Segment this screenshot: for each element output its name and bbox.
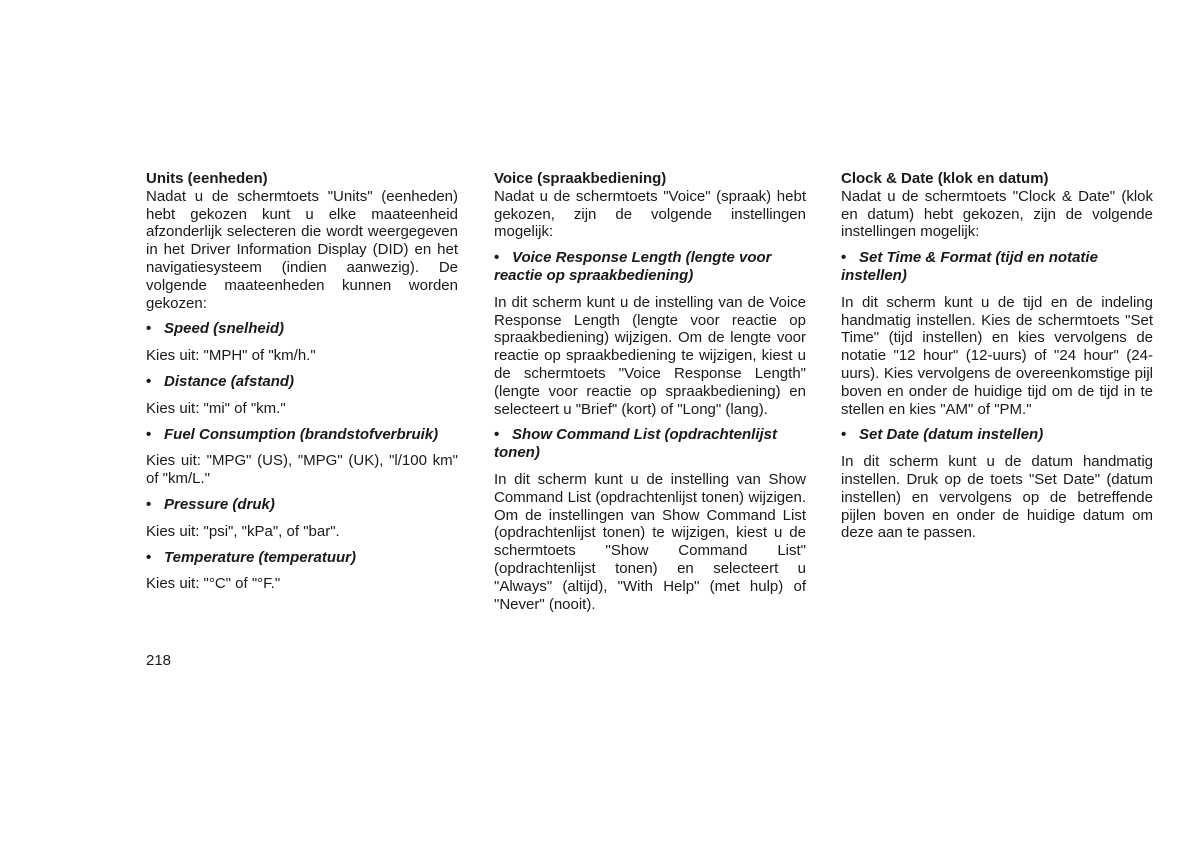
bullet-icon: • (146, 548, 152, 566)
speed-item-text: Kies uit: "MPH" of "km/h." (146, 347, 316, 365)
set-time-item-title (841, 249, 1153, 285)
voice-heading: Voice (spraakbediening) (494, 170, 667, 187)
fuel-item-title (146, 426, 458, 444)
command-list-title-text: Show Command List (opdrachtenlijst tonen) (494, 426, 778, 462)
bullet-icon: • (841, 249, 847, 267)
voice-section (494, 170, 806, 613)
set-date-item-title (841, 426, 1153, 444)
pressure-item-title (146, 496, 458, 514)
voice-response-item-text: In dit scherm kunt u de instelling van de Voice Response Length (lengte voor reactie op spraakbediening) wijzigen. Om de lengte voor reactie op spraakbediening te wijzigen, kiest u de schermtoets "Voice Response Length" (lengte voor reactie op spraakbediening) en selecteert u "Brief" (kort) of "Long" (lang). (494, 293, 806, 418)
distance-item-text: Kies uit: "mi" of "km." (146, 399, 286, 417)
bullet-icon: • (146, 495, 152, 513)
voice-intro: Nadat u de schermtoets "Voice" (spraak) hebt gekozen, zijn de volgende instellingen mogelijk: (494, 187, 806, 241)
command-list-item-title (494, 426, 806, 462)
bullet-icon: • (146, 372, 152, 390)
fuel-title-text: Fuel Consumption (brandstofverbruik) (164, 425, 439, 443)
bullet-icon: • (494, 426, 500, 444)
set-time-item-text: In dit scherm kunt u de tijd en de indeling handmatig instellen. Kies de schermtoets "Set Time" (tijd instellen) en kies vervolgens de notatie "12 hour" (12-uurs) of "24 hour" (24-uurs). Kies vervolgens de overeenkomstige pijl boven en onder de huidige tijd om de tijd in te stellen en kies "AM" of "PM." (841, 293, 1153, 418)
clock-date-intro: Nadat u de schermtoets "Clock & Date" (klok en datum) hebt gekozen, zijn de volgende instellingen mogelijk: (841, 187, 1153, 241)
fuel-item-text: Kies uit: "MPG" (US), "MPG" (UK), "l/100 km" of "km/L." (146, 452, 458, 488)
temperature-item-title (146, 549, 458, 567)
set-date-title-text: Set Date (datum instellen) (859, 426, 1044, 444)
set-date-item-text: In dit scherm kunt u de datum handmatig instellen. Druk op de toets "Set Date" (datum instellen) en vervolgens op de betreffende pijlen boven en onder de huidige datum om deze aan te passen. (841, 453, 1153, 542)
distance-title-text: Distance (afstand) (164, 372, 295, 390)
bullet-icon: • (841, 426, 847, 444)
speed-title-text: Speed (snelheid) (164, 320, 285, 338)
units-heading: Units (eenheden) (146, 170, 268, 187)
distance-item-title (146, 373, 458, 391)
pressure-item-text: Kies uit: "psi", "kPa", of "bar". (146, 522, 340, 540)
clock-date-section (841, 170, 1153, 542)
units-section (146, 170, 458, 593)
page-number: 218 (146, 652, 172, 669)
bullet-icon: • (146, 425, 152, 443)
voice-response-title-text: Voice Response Length (lengte voor reactie op spraakbediening) (494, 249, 772, 284)
speed-item-title (146, 320, 458, 338)
command-list-item-text: In dit scherm kunt u de instelling van Show Command List (opdrachtenlijst tonen) wijzigen. Om de instellingen van Show Command List (opdrachtenlijst tonen) te wijzigen, kiest u de schermtoets "Show Command List" (opdrachtenlijst tonen) en selecteert u "Always" (altijd), "With Help" (met hulp) of "Never" (nooit). (494, 470, 806, 613)
units-intro: Nadat u de schermtoets "Units" (eenheden) hebt gekozen kunt u elke maateenheid afzonderlijk selecteren die wordt weergegeven in het Driver Information Display (DID) en het navigatiesysteem (indien aanwezig). De volgende maateenheden kunnen worden gekozen: (146, 187, 458, 312)
set-time-title-text: Set Time & Format (tijd en notatie instellen) (841, 249, 1098, 284)
clock-date-heading: Clock & Date (klok en datum) (841, 170, 1049, 187)
pressure-title-text: Pressure (druk) (164, 495, 275, 513)
bullet-icon: • (494, 249, 500, 267)
temperature-title-text: Temperature (temperatuur) (164, 548, 356, 566)
voice-response-item-title (494, 249, 806, 285)
temperature-item-text: Kies uit: "°C" of "°F." (146, 575, 281, 593)
bullet-icon: • (146, 320, 152, 338)
